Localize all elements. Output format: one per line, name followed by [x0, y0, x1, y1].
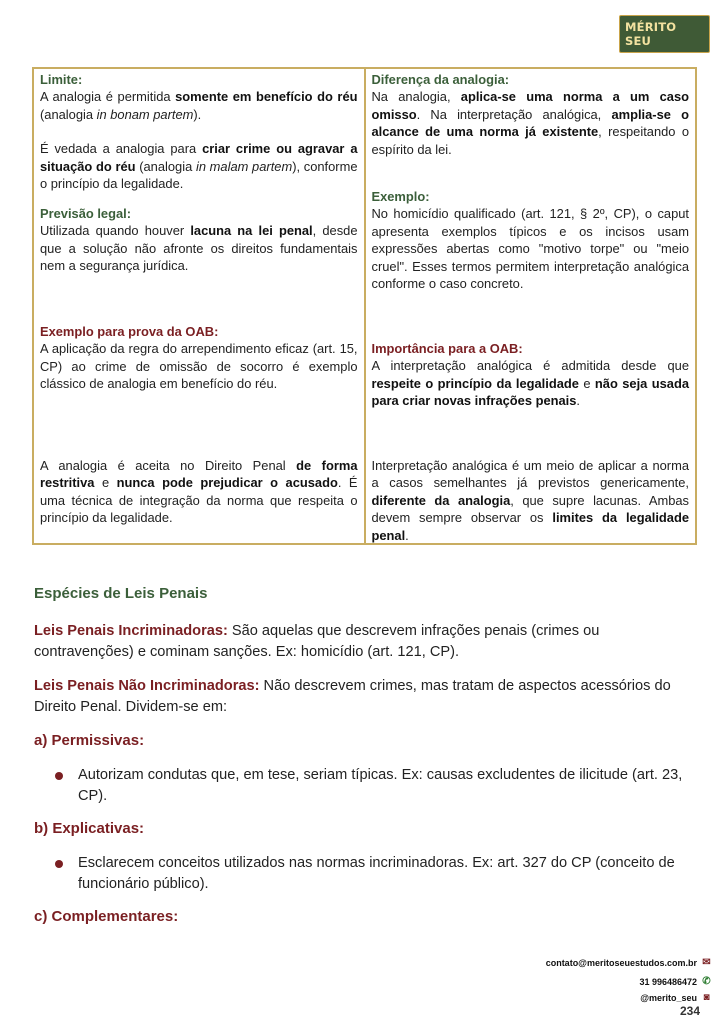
previsao-cell — [40, 205, 358, 275]
diferenca-paragraph: Na analogia, aplica-se uma norma a um caso omisso. Na interpretação analógica, amplia-se o alcance de uma norma já existente, respeitando o espírito da lei. — [371, 89, 690, 157]
table-left-column — [34, 69, 366, 543]
previsao-title: Previsão legal: — [40, 206, 131, 221]
brand-logo — [619, 16, 710, 52]
permissivas-title: a) Permissivas: — [34, 732, 145, 749]
footer-instagram: @merito_seu ◙ — [640, 992, 712, 1003]
limite-cell — [40, 71, 358, 192]
nao-incriminadoras-paragraph: Leis Penais Não Incriminadoras: Não descrevem crimes, mas tratam de aspectos acessórios do Direito Penal. Dividem-se em: — [34, 678, 671, 715]
bullet-dot — [55, 860, 63, 868]
limite-paragraph-2: É vedada a analogia para criar crime ou agravar a situação do réu (analogia in malam partem), conforme o princípio da legalidade. — [40, 141, 358, 192]
whatsapp-icon: ✆ — [702, 976, 711, 987]
limite-paragraph-1: A analogia é permitida somente em benefício do réu (analogia in bonam partem). — [40, 89, 358, 122]
left-final-paragraph: A analogia é aceita no Direito Penal de forma restritiva e nunca pode prejudicar o acusado. É uma técnica de integração da norma que respeita o princípio da legalidade. — [40, 458, 358, 526]
exemplo-oab-title: Exemplo para prova da OAB: — [40, 324, 219, 339]
explicativas-item: Esclarecem conceitos utilizados nas normas incriminadoras. Ex: art. 327 do CP (conceito de funcionário público). — [55, 853, 695, 895]
bullet-dot — [55, 772, 63, 780]
web-icon: ✉ — [702, 957, 711, 968]
table-right-column — [366, 69, 696, 543]
comparison-table — [32, 67, 697, 545]
limite-title: Limite: — [40, 72, 83, 87]
incriminadoras-paragraph: Leis Penais Incriminadoras: São aquelas que descrevem infrações penais (crimes ou contravenções) e cominam sanções. Ex: homicídio (art. 121, CP). — [34, 623, 600, 660]
exemplo-cell — [372, 188, 690, 292]
brand-logo-text: MÉRITO SEU — [619, 15, 710, 53]
section-title: Espécies de Leis Penais — [34, 585, 208, 602]
exemplo-oab-cell — [40, 323, 358, 393]
instagram-icon: ◙ — [703, 992, 710, 1003]
importancia-title: Importância para a OAB: — [371, 341, 523, 356]
previsao-paragraph: Utilizada quando houver lacuna na lei penal, desde que a solução não afronte os direitos fundamentais nem a segurança jurídica. — [40, 223, 358, 274]
importancia-cell — [372, 340, 690, 410]
explicativas-title: b) Explicativas: — [34, 820, 145, 837]
permissivas-item: Autorizam condutas que, em tese, seriam típicas. Ex: causas excludentes de ilicitude (art. 23, CP). — [55, 765, 695, 807]
diferenca-title: Diferença da analogia: — [371, 72, 510, 87]
right-final-paragraph: Interpretação analógica é um meio de aplicar a norma a casos semelhantes já previstos genericamente, diferente da analogia, que supre lacunas. Ambas devem sempre observar os limites da legalidade penal. — [371, 458, 689, 543]
exemplo-oab-paragraph: A aplicação da regra do arrependimento eficaz (art. 15, CP) ao crime de omissão de socorro é exemplo clássico de analogia em benefício do réu. — [40, 341, 358, 392]
complementares-title: c) Complementares: — [34, 908, 179, 925]
importancia-paragraph: A interpretação analógica é admitida desde que respeite o princípio da legalidade e não seja usada para criar novas infrações penais. — [371, 358, 689, 409]
exemplo-title: Exemplo: — [371, 189, 430, 204]
footer-phone: 31 996486472 ✆ — [639, 976, 711, 987]
footer-email: contato@meritoseuestudos.com.br ✉ — [545, 957, 711, 968]
right-final-cell — [372, 457, 690, 544]
exemplo-paragraph: No homicídio qualificado (art. 121, § 2º, CP), o caput apresenta exemplos típicos e os incisos usam expressões abertas como "motivo torpe" ou "meio cruel". Esses termos permitem interpretação analógica conforme o caso concreto. — [371, 206, 689, 292]
page-number: 234 — [679, 1004, 700, 1018]
left-final-cell — [40, 457, 358, 527]
diferenca-cell — [372, 71, 690, 158]
